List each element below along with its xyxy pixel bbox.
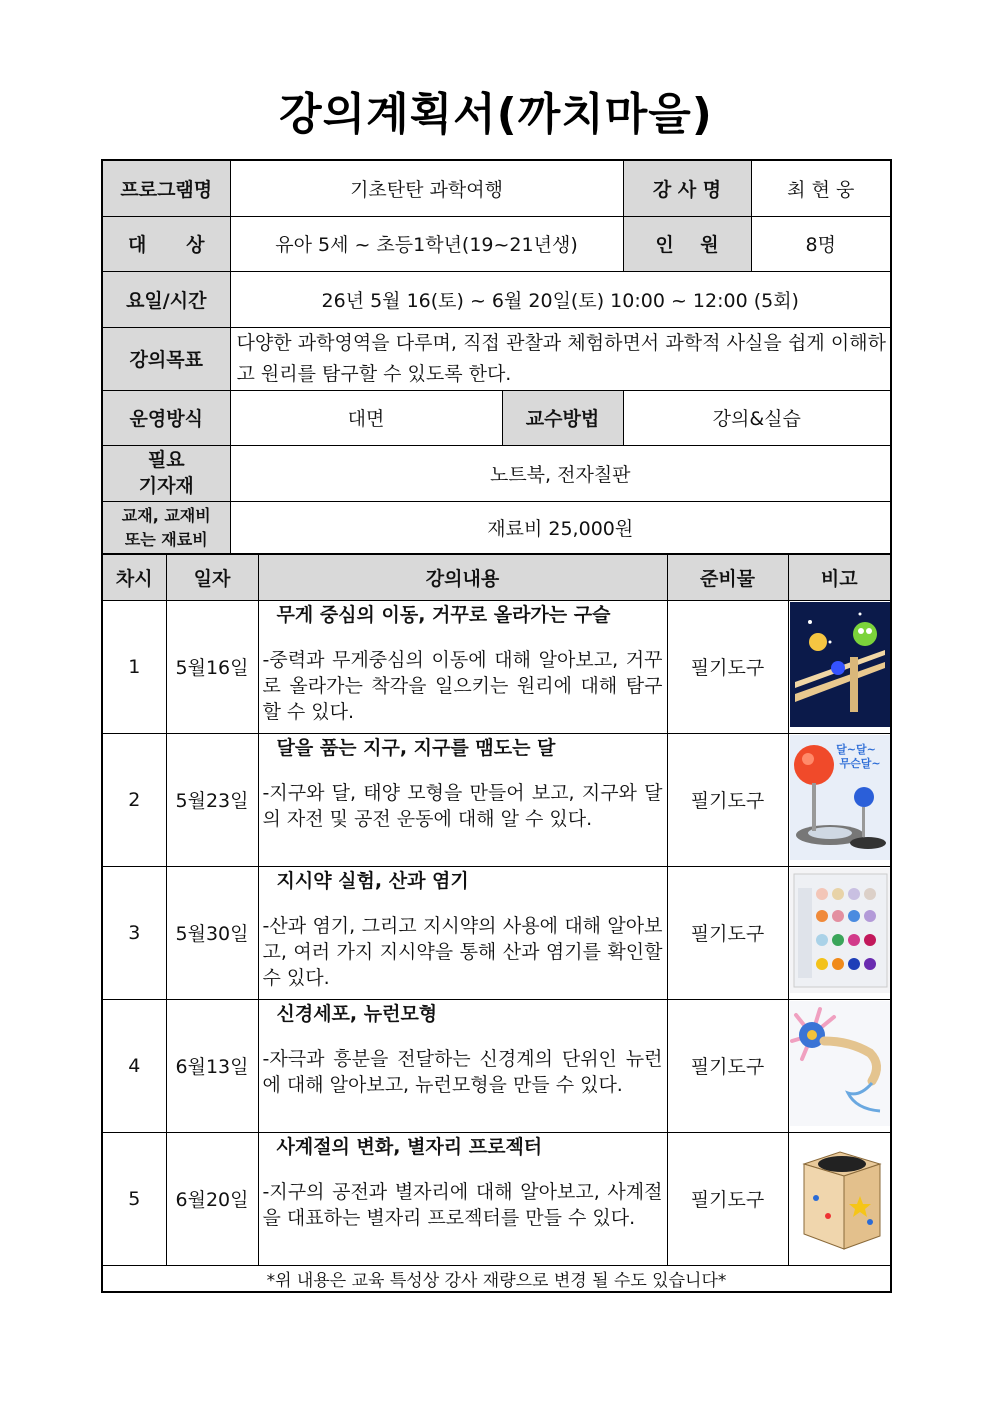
schedule-label: 요일/시간 xyxy=(102,271,230,327)
equipment-label xyxy=(102,445,230,501)
content-body: -중력과 무게중심의 이동에 대해 알아보고, 거꾸로 올라가는 착각을 일으키는 원리에 대해 탐구할 수 있다. xyxy=(262,648,663,723)
session-content xyxy=(258,866,667,999)
document-title: 강의계획서(까치마을) xyxy=(279,89,713,140)
content-body: -지구의 공전과 별자리에 대해 알아보고, 사계절을 대표하는 별자리 프로젝터를 만들 수 있다. xyxy=(262,1180,663,1229)
table-row xyxy=(102,600,891,733)
session-schedule-table xyxy=(101,553,892,1293)
goal-label: 강의목표 xyxy=(102,327,230,390)
goal-value: 다양한 과학영역을 다루며, 직접 관찰과 체험하면서 과학적 사실을 쉽게 이해하고 원리를 탐구할 수 있도록 한다. xyxy=(230,327,891,390)
material-label-line1: 교재, 교재비 xyxy=(121,505,211,525)
sun-earth-moon-model-photo xyxy=(790,735,891,860)
teaching-method-label: 교수방법 xyxy=(502,390,623,445)
session-number: 1 xyxy=(102,600,166,733)
session-image-cell xyxy=(788,866,891,999)
session-content xyxy=(258,600,667,733)
table-row xyxy=(102,866,891,999)
session-content xyxy=(258,1132,667,1265)
session-number: 5 xyxy=(102,1132,166,1265)
session-supplies: 필기도구 xyxy=(667,866,788,999)
instructor-label: 강 사 명 xyxy=(623,160,751,216)
session-image-cell xyxy=(788,733,891,866)
content-title: 사계절의 변화, 별자리 프로젝터 xyxy=(276,1135,543,1158)
instructor-value: 최 현 웅 xyxy=(751,160,891,216)
session-number: 4 xyxy=(102,999,166,1132)
content-body: -산과 염기, 그리고 지시약의 사용에 대해 알아보고, 여러 가지 지시약을 통해 산과 염기를 확인할 수 있다. xyxy=(262,914,663,989)
session-supplies: 필기도구 xyxy=(667,733,788,866)
session-content xyxy=(258,733,667,866)
target-label: 대 상 xyxy=(102,216,230,271)
equipment-label-line2: 기자재 xyxy=(138,475,194,497)
content-title: 달을 품는 지구, 지구를 맴도는 달 xyxy=(276,736,556,759)
teaching-method-value: 강의&실습 xyxy=(623,390,891,445)
content-title: 지시약 실험, 산과 염기 xyxy=(276,869,469,892)
star-projector-box-photo xyxy=(790,1134,891,1259)
target-value: 유아 5세 ~ 초등1학년(19~21년생) xyxy=(230,216,623,271)
method-label: 운영방식 xyxy=(102,390,230,445)
content-body: -자극과 흥분을 전달하는 신경계의 단위인 뉴런에 대해 알아보고, 뉴런모형을 만들 수 있다. xyxy=(262,1047,663,1096)
header-supplies: 준비물 xyxy=(667,554,788,600)
header-date: 일자 xyxy=(166,554,258,600)
session-date: 6월13일 xyxy=(166,999,258,1132)
header-note: 비고 xyxy=(788,554,891,600)
material-label xyxy=(102,501,230,555)
table-row xyxy=(102,733,891,866)
session-supplies: 필기도구 xyxy=(667,600,788,733)
table-row xyxy=(102,999,891,1132)
session-content xyxy=(258,999,667,1132)
program-name-value: 기초탄탄 과학여행 xyxy=(230,160,623,216)
session-number: 3 xyxy=(102,866,166,999)
headcount-label: 인 원 xyxy=(623,216,751,271)
program-name-label: 프로그램명 xyxy=(102,160,230,216)
schedule-value: 26년 5월 16(토) ~ 6월 20일(토) 10:00 ~ 12:00 (5회) xyxy=(230,271,891,327)
session-supplies: 필기도구 xyxy=(667,999,788,1132)
session-number: 2 xyxy=(102,733,166,866)
session-date: 5월30일 xyxy=(166,866,258,999)
header-session: 차시 xyxy=(102,554,166,600)
material-value: 재료비 25,000원 xyxy=(230,501,891,555)
session-date: 5월23일 xyxy=(166,733,258,866)
session-image-cell xyxy=(788,1132,891,1265)
session-image-cell xyxy=(788,600,891,733)
headcount-value: 8명 xyxy=(751,216,891,271)
equipment-label-line1: 필요 xyxy=(147,449,185,471)
program-info-table xyxy=(101,159,892,556)
equipment-value: 노트북, 전자칠판 xyxy=(230,445,891,501)
footnote: *위 내용은 교육 특성상 강사 재량으로 변경 될 수도 있습니다* xyxy=(102,1265,891,1292)
header-content: 강의내용 xyxy=(258,554,667,600)
content-title: 신경세포, 뉴런모형 xyxy=(276,1002,438,1025)
table-row xyxy=(102,1132,891,1265)
session-date: 6월20일 xyxy=(166,1132,258,1265)
content-title: 무게 중심의 이동, 거꾸로 올라가는 구슬 xyxy=(276,603,611,626)
method-value: 대면 xyxy=(230,390,502,445)
session-supplies: 필기도구 xyxy=(667,1132,788,1265)
session-image-cell xyxy=(788,999,891,1132)
marble-track-photo xyxy=(790,602,891,727)
image-caption-line2: 무슨달~ xyxy=(838,756,881,770)
content-body: -지구와 달, 태양 모형을 만들어 보고, 지구와 달의 자전 및 공전 운동에 대해 알 수 있다. xyxy=(262,781,663,830)
image-caption-line1: 달~달~ xyxy=(835,742,876,756)
neuron-model-photo xyxy=(790,1001,891,1126)
session-date: 5월16일 xyxy=(166,600,258,733)
material-label-line2: 또는 재료비 xyxy=(124,529,208,549)
indicator-palette-photo xyxy=(790,868,891,993)
